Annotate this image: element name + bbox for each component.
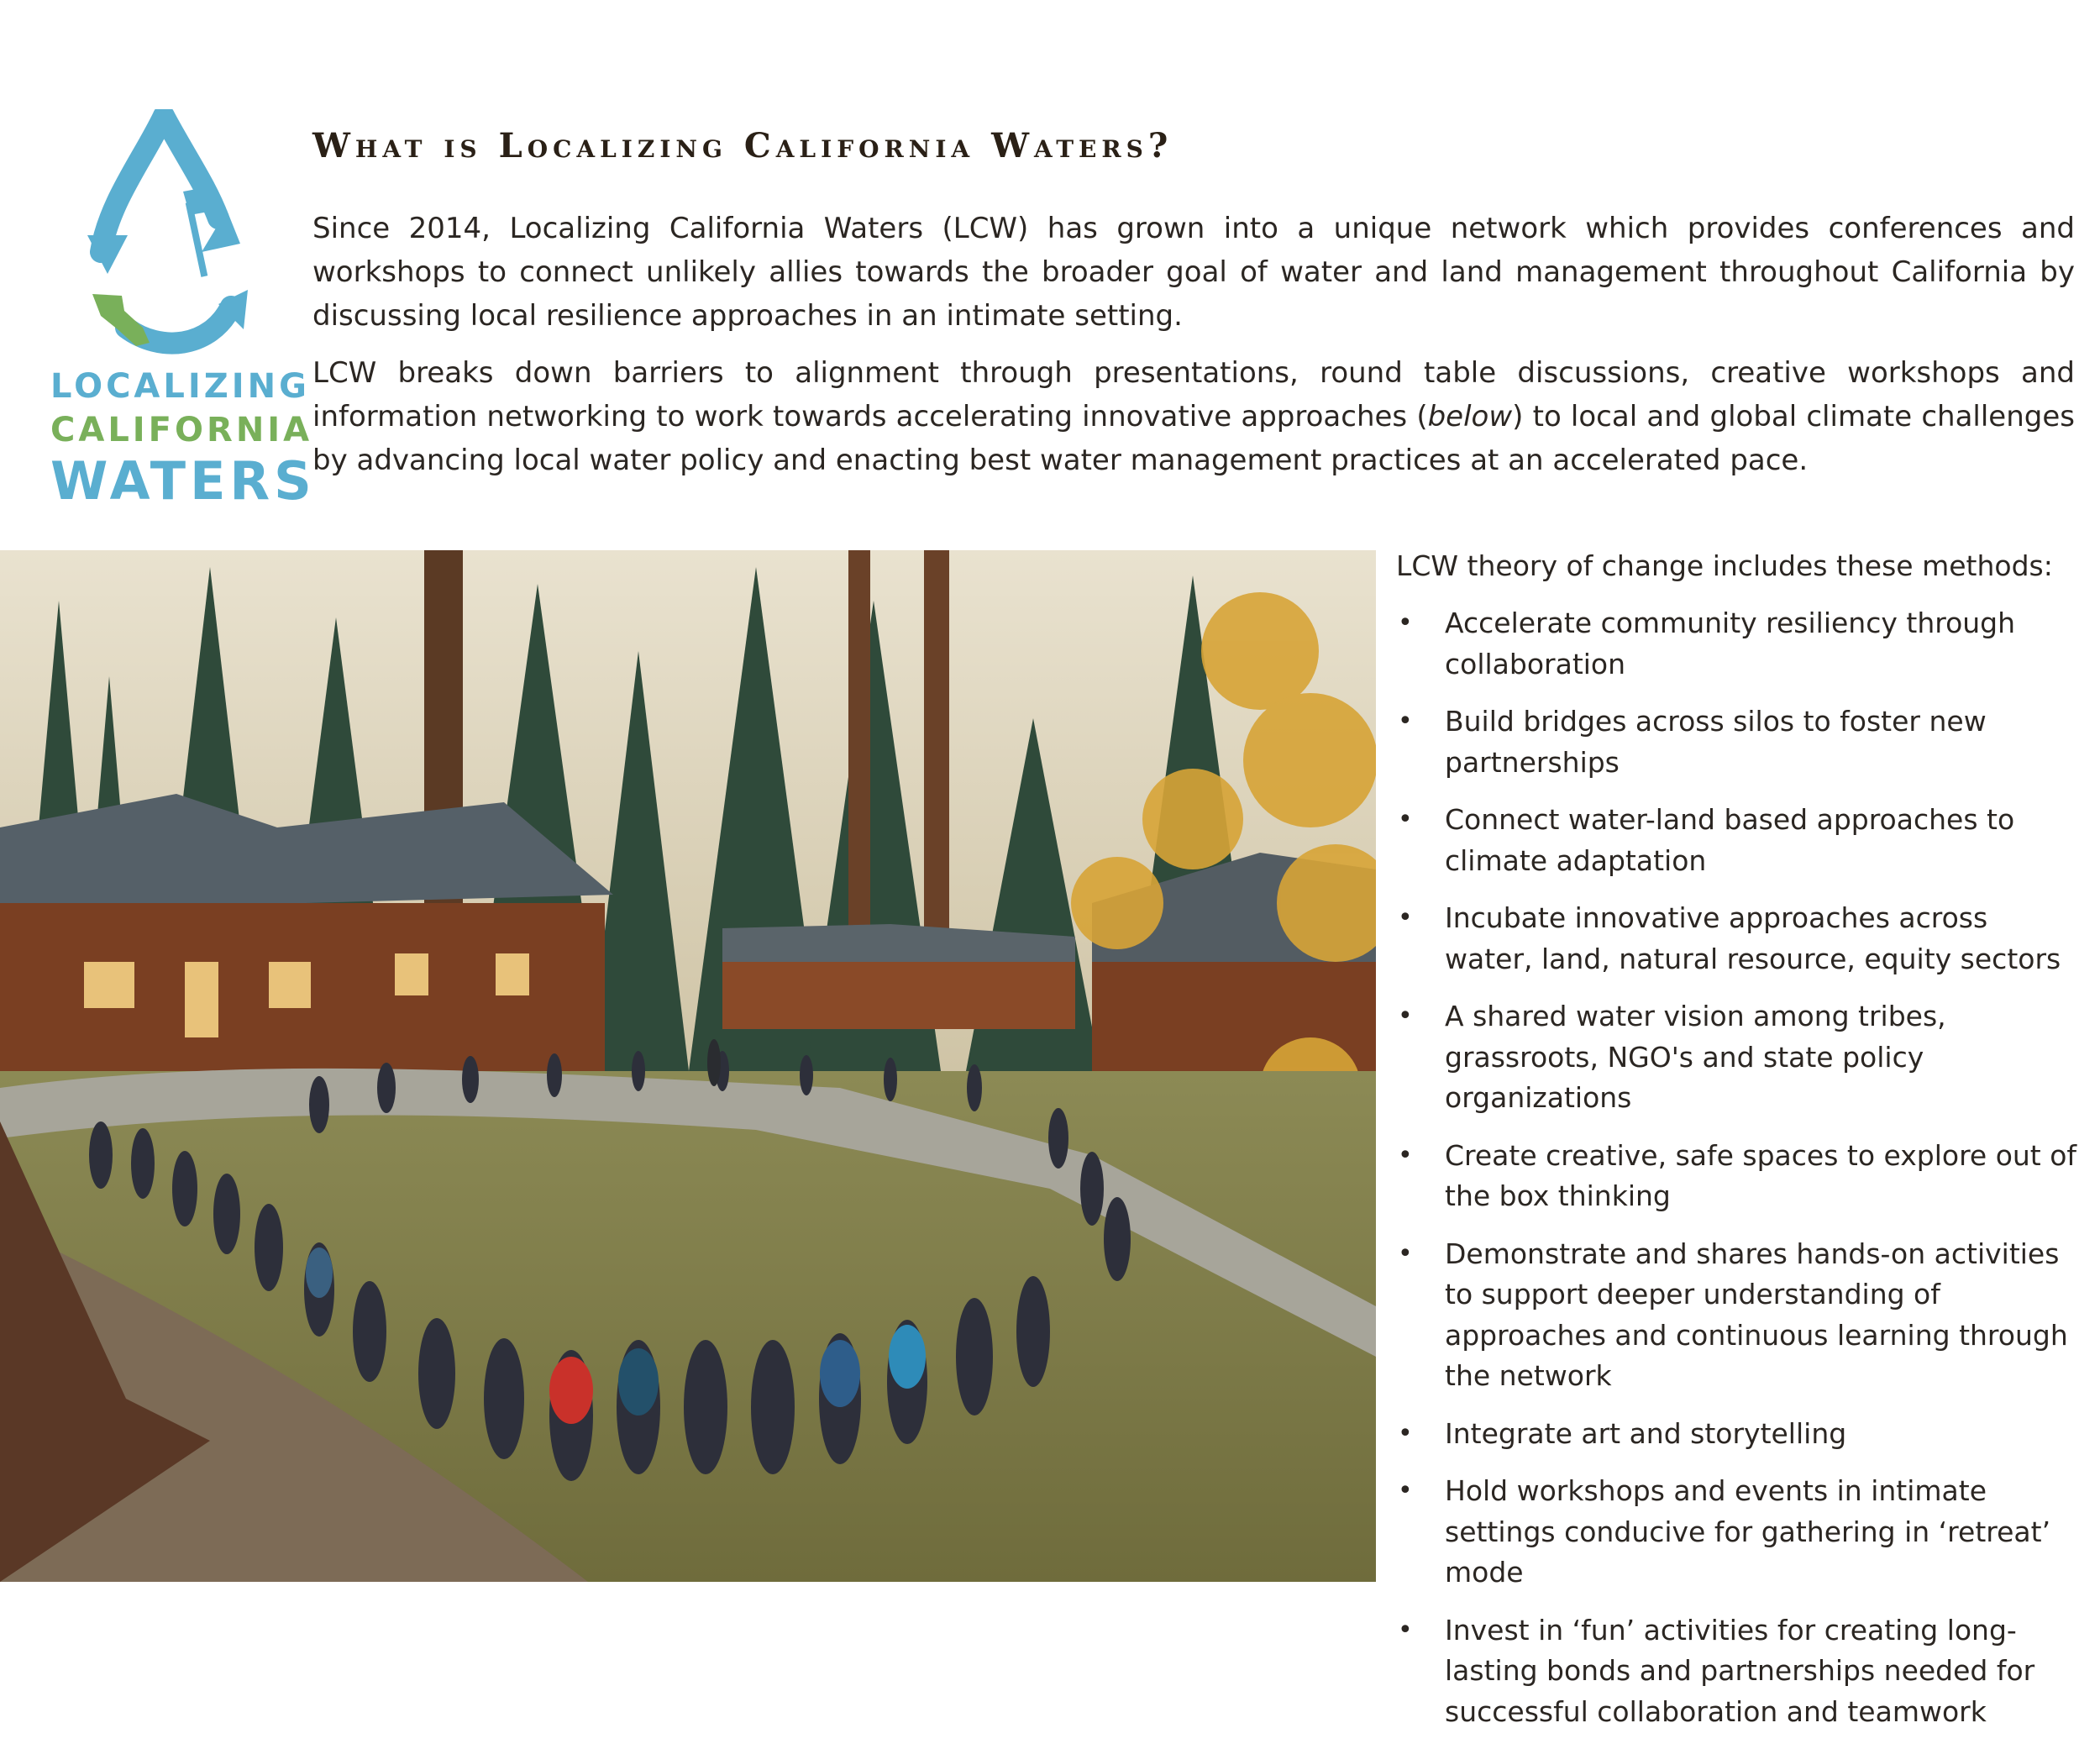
logo-wordmark <box>50 367 316 512</box>
bullet: • <box>1398 1001 1413 1031</box>
methods-title: LCW theory of change includes these methods: <box>1396 549 2053 582</box>
bullet: • <box>1398 608 1413 638</box>
bullet: • <box>1398 1476 1413 1505</box>
list-item <box>1396 1610 2082 1733</box>
list-item <box>1396 1471 2082 1594</box>
intro-paragraph-2-start: LCW breaks down barriers to alignment through presentations, round table discussions, creative workshops and information networking to work towards accelerating innovative approaches ( <box>312 356 2075 433</box>
list-item <box>1396 1136 2082 1217</box>
methods-section <box>1396 546 2082 1749</box>
list-item-text: A shared water vision among tribes, grassroots, NGO's and state policy organizations <box>1445 1000 1946 1114</box>
logo-text-waters: WATERS <box>50 450 316 512</box>
list-item-text: Connect water-land based approaches to climate adaptation <box>1445 803 2015 877</box>
bullet: • <box>1398 1238 1413 1268</box>
intro-text <box>312 207 2075 496</box>
page-title: What is Localizing California Waters? <box>312 126 1173 165</box>
lcw-logo <box>50 109 316 512</box>
bullet: • <box>1398 1140 1413 1170</box>
bullet: • <box>1398 1418 1413 1448</box>
logo-text-localizing: LOCALIZING <box>50 367 310 406</box>
intro-paragraph-2-emphasis: below <box>1427 400 1513 433</box>
bullet: • <box>1398 1615 1413 1645</box>
bullet: • <box>1398 706 1413 736</box>
methods-list <box>1396 603 2082 1732</box>
list-item <box>1396 898 2082 980</box>
event-photo-illustration <box>0 550 1376 1582</box>
list-item-text: Integrate art and storytelling <box>1445 1416 1847 1450</box>
bullet: • <box>1398 903 1413 932</box>
list-item <box>1396 701 2082 783</box>
intro-paragraph-1: Since 2014, Localizing California Waters (LCW) has grown into a unique network which provides conferences and workshops to connect unlikely allies towards the broader goal of water and land management throughout California by discussing local resilience approaches in an intimate setting. <box>312 212 2075 333</box>
bullet: • <box>1398 805 1413 834</box>
list-item-text: Invest in ‘fun’ activities for creating long-lasting bonds and partnerships needed for successful collaboration and teamwork <box>1445 1613 2035 1728</box>
event-photo <box>0 550 1376 1582</box>
intro-paragraph-2 <box>312 351 2075 482</box>
list-item <box>1396 1414 2082 1455</box>
list-item <box>1396 1234 2082 1397</box>
list-item-text: Accelerate community resiliency through collaboration <box>1445 607 2016 680</box>
list-item-text: Create creative, safe spaces to explore out of the box thinking <box>1445 1138 2077 1212</box>
list-item-text: Demonstrate and shares hands-on activities to support deeper understanding of approaches and continuous learning through the network <box>1445 1237 2068 1392</box>
list-item-text: Build bridges across silos to foster new partnerships <box>1445 705 1987 779</box>
intro-paragraph-2-end: ) to local and global climate challenges by advancing local water policy and enacting best water management practices at an accelerated pace. <box>312 400 2075 477</box>
list-item-text: Hold workshops and events in intimate settings conducive for gathering in ‘retreat’ mode <box>1445 1474 2051 1589</box>
list-item <box>1396 603 2082 685</box>
water-drop-recycle-icon <box>76 109 252 361</box>
list-item <box>1396 800 2082 881</box>
logo-text-california: CALIFORNIA <box>50 411 313 449</box>
list-item-text: Incubate innovative approaches across water, land, natural resource, equity sectors <box>1445 901 2061 975</box>
list-item <box>1396 996 2082 1119</box>
